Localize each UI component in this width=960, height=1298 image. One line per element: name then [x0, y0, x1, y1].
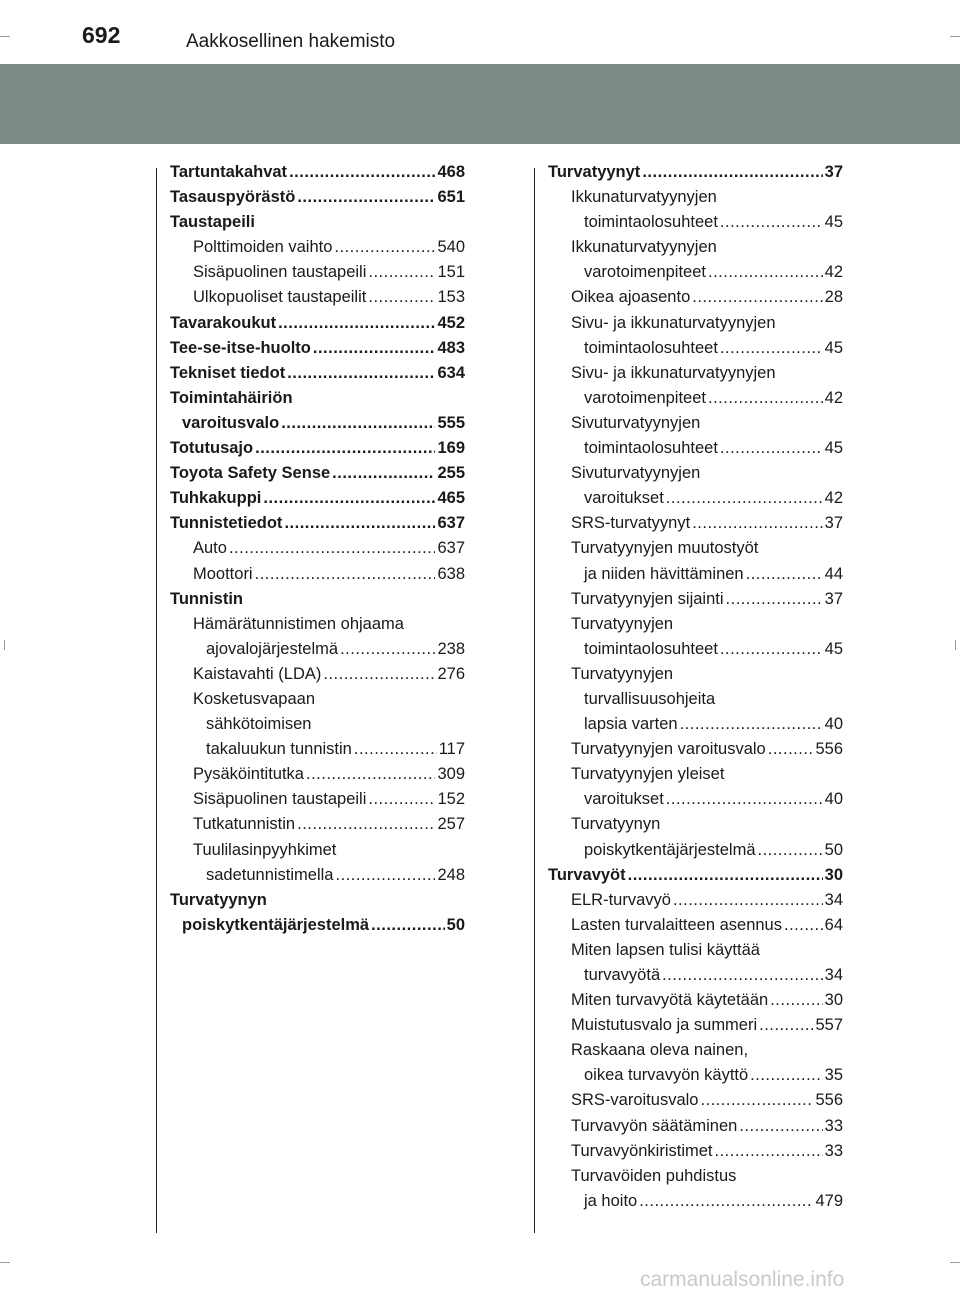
- index-entry: Hämärätunnistimen ohjaama: [193, 614, 404, 633]
- entry-page-number: 276: [437, 664, 465, 683]
- dot-leader: [715, 1139, 823, 1164]
- entry-page-number: 37: [824, 514, 843, 533]
- entry-page-number: 45: [824, 213, 843, 232]
- index-entry: [170, 160, 465, 185]
- entry-page-number: 152: [437, 790, 465, 809]
- entry-page-number: 483: [437, 338, 465, 357]
- dot-leader: [354, 737, 437, 762]
- index-entry: [548, 787, 843, 812]
- index-entry: [548, 737, 843, 762]
- entry-page-number: 45: [824, 639, 843, 658]
- entry-page-number: 37: [824, 589, 843, 608]
- dot-leader: [768, 737, 814, 762]
- entry-page-number: 153: [437, 288, 465, 307]
- entry-page-number: 50: [446, 915, 465, 934]
- dot-leader: [340, 637, 435, 662]
- entry-term: poiskytkentäjärjestelmä: [584, 840, 756, 859]
- dot-leader: [332, 461, 435, 486]
- entry-term: Sisäpuolinen taustapeili: [193, 263, 367, 282]
- entry-page-number: 555: [437, 413, 465, 432]
- index-entry: [170, 235, 465, 260]
- dot-leader: [692, 511, 822, 536]
- index-entry: [170, 311, 465, 336]
- entry-term: Tartuntakahvat: [170, 163, 288, 181]
- index-entry: [548, 336, 843, 361]
- dot-leader: [336, 863, 436, 888]
- dot-leader: [297, 185, 435, 210]
- entry-term: Tutkatunnistin: [193, 815, 296, 834]
- index-entry: [170, 285, 465, 310]
- dot-leader: [306, 762, 435, 787]
- index-entry: [548, 587, 843, 612]
- entry-page-number: 50: [824, 840, 843, 859]
- entry-page-number: 479: [815, 1191, 843, 1210]
- index-entry: [548, 888, 843, 913]
- dot-leader: [726, 587, 823, 612]
- dot-leader: [281, 411, 435, 436]
- entry-page-number: 42: [824, 263, 843, 282]
- dot-leader: [720, 210, 823, 235]
- dot-leader: [289, 160, 435, 185]
- dot-leader: [692, 285, 822, 310]
- page-header: [0, 0, 960, 62]
- entry-page-number: 238: [437, 639, 465, 658]
- index-entry: [170, 486, 465, 511]
- entry-page-number: 248: [437, 865, 465, 884]
- entry-term: SRS-turvatyynyt: [571, 514, 691, 533]
- index-entry: [170, 562, 465, 587]
- crop-mark: [955, 640, 956, 650]
- dot-leader: [662, 963, 823, 988]
- index-entry: [548, 1139, 843, 1164]
- index-entry: Sivu- ja ikkunaturvatyynyjen: [571, 313, 776, 332]
- entry-term: Ulkopuoliset taustapeilit: [193, 288, 367, 307]
- entry-term: Tekniset tiedot: [170, 363, 286, 382]
- index-entry: [548, 1013, 843, 1038]
- dot-leader: [297, 812, 435, 837]
- dot-leader: [720, 637, 823, 662]
- dot-leader: [758, 838, 823, 863]
- entry-term: toimintaolosuhteet: [584, 439, 718, 458]
- index-entry: [548, 637, 843, 662]
- index-entry: [548, 160, 843, 185]
- crop-mark: [0, 1262, 10, 1263]
- index-entry: Toimintahäiriön: [170, 388, 293, 407]
- page-number: 692: [82, 22, 121, 48]
- entry-page-number: 40: [824, 790, 843, 809]
- entry-term: Polttimoiden vaihto: [193, 238, 333, 257]
- index-entry: [170, 461, 465, 486]
- entry-page-number: 33: [824, 1116, 843, 1135]
- index-entry: Turvatyynyjen muutostyöt: [571, 539, 759, 558]
- index-entry: [170, 637, 465, 662]
- index-entry: Miten lapsen tulisi käyttää: [571, 940, 760, 959]
- entry-term: Tavarakoukut: [170, 313, 277, 332]
- index-entry: [170, 662, 465, 687]
- index-entry: [548, 210, 843, 235]
- index-entry: turvallisuusohjeita: [584, 689, 716, 708]
- column-rule-left: [156, 168, 157, 1233]
- dot-leader: [368, 787, 435, 812]
- index-entry: Turvatyynyjen yleiset: [571, 765, 725, 784]
- entry-page-number: 37: [824, 163, 843, 181]
- entry-term: Turvatyynyt: [548, 163, 641, 181]
- entry-term: Turvavyöt: [548, 865, 626, 884]
- index-entry: [170, 185, 465, 210]
- index-column-right: [548, 160, 843, 1214]
- entry-term: varoitukset: [584, 489, 664, 508]
- dot-leader: [666, 486, 823, 511]
- entry-page-number: 117: [438, 740, 465, 759]
- entry-page-number: 169: [437, 439, 465, 458]
- dot-leader: [284, 511, 435, 536]
- entry-page-number: 40: [824, 715, 843, 734]
- entry-term: sadetunnistimella: [206, 865, 334, 884]
- dot-leader: [673, 888, 823, 913]
- entry-page-number: 257: [437, 815, 465, 834]
- entry-term: poiskytkentäjärjestelmä: [182, 915, 370, 934]
- entry-page-number: 44: [824, 564, 843, 583]
- entry-term: Pysäköintitutka: [193, 765, 304, 784]
- entry-page-number: 151: [437, 263, 465, 282]
- dot-leader: [720, 336, 823, 361]
- index-entry: [548, 712, 843, 737]
- entry-page-number: 637: [437, 514, 465, 533]
- entry-page-number: 42: [824, 489, 843, 508]
- entry-page-number: 556: [815, 740, 843, 759]
- index-entry: Sivuturvatyynyjen: [571, 413, 701, 432]
- index-entry: [170, 436, 465, 461]
- index-entry: Sivu- ja ikkunaturvatyynyjen: [571, 363, 776, 382]
- dot-leader: [313, 336, 436, 361]
- dot-leader: [263, 486, 435, 511]
- dot-leader: [371, 913, 445, 938]
- index-entry: [548, 838, 843, 863]
- entry-page-number: 34: [824, 890, 843, 909]
- entry-term: Turvavyön säätäminen: [571, 1116, 738, 1135]
- index-entry: [170, 511, 465, 536]
- entry-page-number: 651: [437, 188, 465, 207]
- index-entry: sähkötoimisen: [206, 715, 312, 734]
- entry-term: lapsia varten: [584, 715, 678, 734]
- dot-leader: [278, 311, 435, 336]
- index-entry: [548, 1063, 843, 1088]
- entry-term: Totutusajo: [170, 439, 254, 458]
- index-entry: Turvatyynyjen: [571, 664, 674, 683]
- entry-term: Tunnistetiedot: [170, 514, 283, 533]
- entry-term: toimintaolosuhteet: [584, 639, 718, 658]
- entry-term: turvavyötä: [584, 966, 661, 984]
- entry-page-number: 45: [824, 439, 843, 458]
- entry-term: Muistutusvalo ja summeri: [571, 1016, 758, 1035]
- index-entry: [548, 511, 843, 536]
- index-entry: [170, 411, 465, 436]
- dot-leader: [368, 260, 435, 285]
- index-entry: [548, 260, 843, 285]
- index-entry: [548, 562, 843, 587]
- page-title: Aakkosellinen hakemisto: [186, 31, 396, 52]
- dot-leader: [680, 712, 823, 737]
- dot-leader: [255, 562, 436, 587]
- index-entry: Turvatyynyn: [170, 890, 267, 909]
- index-entry: [170, 863, 465, 888]
- entry-page-number: 34: [824, 966, 843, 984]
- index-entry: Tunnistin: [170, 589, 244, 608]
- dot-leader: [750, 1063, 822, 1088]
- entry-term: ELR-turvavyö: [571, 890, 671, 909]
- index-entry: Turvatyynyn: [571, 815, 661, 834]
- dot-leader: [628, 863, 823, 888]
- entry-page-number: 557: [815, 1016, 843, 1035]
- index-entry: Taustapeili: [170, 213, 255, 232]
- dot-leader: [255, 436, 435, 461]
- entry-term: oikea turvavyön käyttö: [584, 1066, 749, 1085]
- index-entry: Raskaana oleva nainen,: [571, 1041, 749, 1060]
- index-entry: Ikkunaturvatyynyjen: [571, 188, 717, 207]
- crop-mark: [4, 640, 5, 650]
- index-entry: [170, 536, 465, 561]
- entry-page-number: 468: [437, 163, 465, 181]
- index-entry: Sivuturvatyynyjen: [571, 464, 701, 483]
- index-entry: [548, 1189, 843, 1214]
- index-entry: Kosketusvapaan: [193, 689, 316, 708]
- dot-leader: [708, 260, 823, 285]
- entry-page-number: 309: [437, 765, 465, 784]
- entry-term: varoitukset: [584, 790, 664, 809]
- entry-term: toimintaolosuhteet: [584, 213, 718, 232]
- entry-page-number: 28: [824, 288, 843, 307]
- entry-page-number: 33: [824, 1141, 843, 1160]
- entry-page-number: 634: [437, 363, 465, 382]
- dot-leader: [368, 285, 435, 310]
- dot-leader: [739, 1114, 822, 1139]
- index-entry: Turvavöiden puhdistus: [571, 1166, 737, 1185]
- index-entry: [548, 285, 843, 310]
- dot-leader: [666, 787, 823, 812]
- dot-leader: [287, 361, 435, 386]
- index-entry: [548, 386, 843, 411]
- entry-term: Kaistavahti (LDA): [193, 664, 322, 683]
- entry-term: Turvavyönkiristimet: [571, 1141, 713, 1160]
- entry-page-number: 452: [437, 313, 465, 332]
- dot-leader: [700, 1088, 813, 1113]
- entry-term: Toyota Safety Sense: [170, 464, 331, 483]
- column-rule-middle: [534, 168, 535, 1233]
- entry-term: varoitusvalo: [182, 413, 280, 432]
- entry-page-number: 255: [437, 464, 465, 483]
- entry-page-number: 30: [824, 865, 843, 884]
- watermark: carmanualsonline.info: [640, 1268, 845, 1291]
- index-entry: [170, 762, 465, 787]
- entry-page-number: 30: [824, 991, 843, 1010]
- index-entry: Ikkunaturvatyynyjen: [571, 238, 717, 257]
- dot-leader: [642, 160, 822, 185]
- index-entry: Turvatyynyjen: [571, 614, 674, 633]
- entry-page-number: 42: [824, 388, 843, 407]
- index-column-left: [170, 160, 465, 938]
- index-entry: Tuulilasinpyyhkimet: [193, 840, 337, 859]
- entry-page-number: 556: [815, 1091, 843, 1110]
- dot-leader: [323, 662, 435, 687]
- entry-page-number: 35: [824, 1066, 843, 1085]
- index-entry: [170, 336, 465, 361]
- crop-mark: [950, 1262, 960, 1263]
- entry-page-number: 64: [824, 915, 843, 934]
- entry-page-number: 540: [437, 238, 465, 257]
- entry-page-number: 637: [437, 539, 465, 558]
- entry-term: ja hoito: [584, 1191, 638, 1210]
- index-entry: [548, 963, 843, 988]
- dot-leader: [639, 1189, 813, 1214]
- entry-term: varotoimenpiteet: [584, 263, 706, 282]
- dot-leader: [770, 988, 822, 1013]
- index-entry: [548, 1088, 843, 1113]
- dot-leader: [334, 235, 435, 260]
- dot-leader: [708, 386, 823, 411]
- entry-term: varotoimenpiteet: [584, 388, 706, 407]
- entry-page-number: 45: [824, 338, 843, 357]
- entry-page-number: 465: [437, 489, 465, 508]
- index-entry: [170, 361, 465, 386]
- entry-term: ajovalojärjestelmä: [206, 639, 339, 658]
- index-entry: [548, 486, 843, 511]
- header-band: [0, 64, 960, 144]
- entry-term: Lasten turvalaitteen asennus: [571, 915, 782, 934]
- dot-leader: [784, 913, 823, 938]
- entry-term: takaluukun tunnistin: [206, 740, 352, 759]
- entry-term: Turvatyynyjen sijainti: [571, 589, 724, 608]
- entry-page-number: 638: [437, 564, 465, 583]
- index-entry: [548, 913, 843, 938]
- dot-leader: [746, 562, 823, 587]
- dot-leader: [229, 536, 436, 561]
- entry-term: Auto: [193, 539, 227, 558]
- index-entry: [548, 863, 843, 888]
- index-entry: [170, 737, 465, 762]
- entry-term: Tuhkakuppi: [170, 489, 262, 508]
- entry-term: Moottori: [193, 564, 253, 583]
- entry-term: Tee-se-itse-huolto: [170, 338, 311, 357]
- index-entry: [548, 436, 843, 461]
- entry-term: Turvatyynyjen varoitusvalo: [571, 740, 766, 759]
- entry-term: SRS-varoitusvalo: [571, 1091, 699, 1110]
- dot-leader: [720, 436, 823, 461]
- index-entry: [170, 260, 465, 285]
- entry-term: Oikea ajoasento: [571, 288, 691, 307]
- entry-term: Miten turvavyötä käytetään: [571, 991, 769, 1010]
- entry-term: Tasauspyörästö: [170, 188, 296, 207]
- index-entry: [548, 988, 843, 1013]
- index-entry: [170, 787, 465, 812]
- index-entry: [170, 812, 465, 837]
- entry-term: Sisäpuolinen taustapeili: [193, 790, 367, 809]
- entry-term: ja niiden hävittäminen: [584, 564, 744, 583]
- entry-term: toimintaolosuhteet: [584, 338, 718, 357]
- dot-leader: [759, 1013, 813, 1038]
- index-entry: [170, 913, 465, 938]
- index-entry: [548, 1114, 843, 1139]
